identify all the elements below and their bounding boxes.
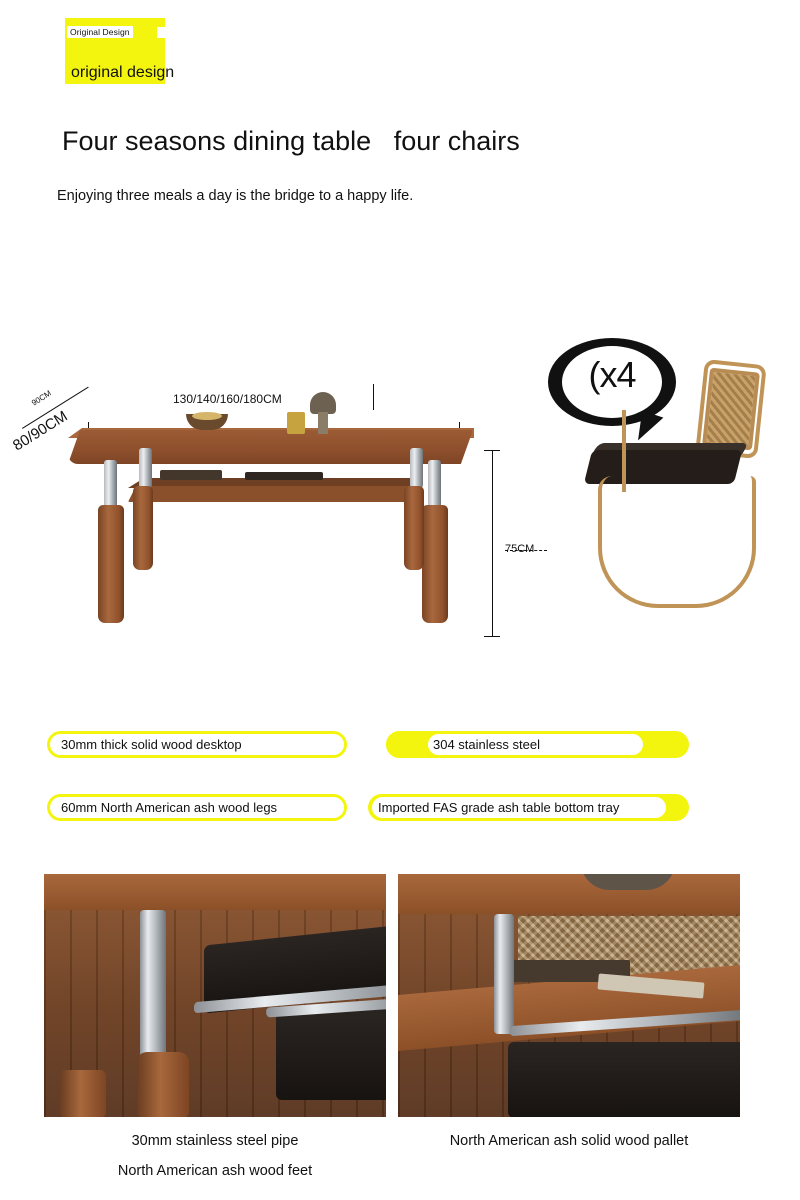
feature-pill-4-label: Imported FAS grade ash table bottom tray — [378, 800, 620, 815]
badge-main-label: original design — [71, 64, 175, 81]
page-subtitle: Enjoying three meals a day is the bridge to a happy life. — [57, 188, 414, 204]
product-diagram — [0, 300, 800, 700]
photo-right-table-top — [398, 874, 740, 914]
photo-left-steel-pipe — [140, 910, 166, 1060]
magazine-icon — [245, 472, 323, 480]
photo-left-chair-seat — [276, 1008, 386, 1100]
photo-left-caption-2: North American ash wood feet — [117, 1163, 313, 1179]
badge-small-label: Original Design — [67, 26, 133, 38]
table-leg-wood-back-left — [133, 486, 153, 570]
feature-pill-4 — [368, 794, 689, 821]
depth-dimension-label-small: 90CM — [30, 388, 53, 408]
height-tick-top — [484, 450, 500, 451]
width-tick-mid — [373, 384, 374, 410]
quantity-label: (x4 — [588, 354, 636, 395]
table-leg-wood-front-left — [98, 505, 124, 623]
photo-left-wood-foot — [137, 1052, 189, 1117]
table-leg-steel-back-left — [139, 448, 152, 488]
photo-left-caption: 30mm stainless steel pipe — [131, 1133, 299, 1149]
feature-pill-3 — [47, 794, 347, 821]
feature-pill-1 — [47, 731, 347, 758]
badge-small-tail — [157, 27, 165, 38]
height-tick-bottom — [484, 636, 500, 637]
table-leg-wood-front-right — [422, 505, 448, 623]
photo-right-caption: North American ash solid wood pallet — [449, 1133, 689, 1149]
original-design-badge — [65, 18, 175, 84]
feature-pill-3-label: 60mm North American ash wood legs — [61, 800, 278, 815]
canister-icon — [287, 412, 305, 434]
table-shelf — [128, 486, 415, 502]
height-dimension-label: 75CM — [505, 543, 535, 555]
fruit-icon — [192, 412, 222, 420]
depth-dimension-label: 80/90CM — [10, 407, 71, 455]
photo-left-rear-foot — [60, 1070, 106, 1117]
feature-pill-2-label: 304 stainless steel — [433, 737, 540, 752]
photo-left-table-edge — [44, 874, 386, 910]
width-dimension-label: 130/140/160/180CM — [173, 392, 282, 406]
photo-right-chair-seat — [508, 1042, 740, 1117]
chair-cantilever-frame — [598, 476, 756, 608]
vase-neck-icon — [318, 412, 328, 434]
chair-front-leg — [622, 410, 630, 492]
photo-wood-pallet — [398, 874, 740, 1117]
books-icon — [160, 470, 222, 480]
quantity-bubble-tail — [638, 411, 664, 444]
table-leg-steel-front-left — [104, 460, 117, 508]
vase-icon — [310, 392, 336, 414]
height-dimension-line — [492, 450, 493, 636]
feature-pill-1-label: 30mm thick solid wood desktop — [61, 737, 242, 752]
table-leg-steel-back-right — [410, 448, 423, 488]
photo-right-steel-pipe — [494, 914, 514, 1034]
photo-steel-pipe — [44, 874, 386, 1117]
table-leg-steel-front-right — [428, 460, 441, 508]
table-leg-wood-back-right — [404, 486, 424, 570]
page-title: Four seasons dining table four chairs — [62, 126, 520, 156]
feature-pill-2 — [386, 731, 689, 758]
